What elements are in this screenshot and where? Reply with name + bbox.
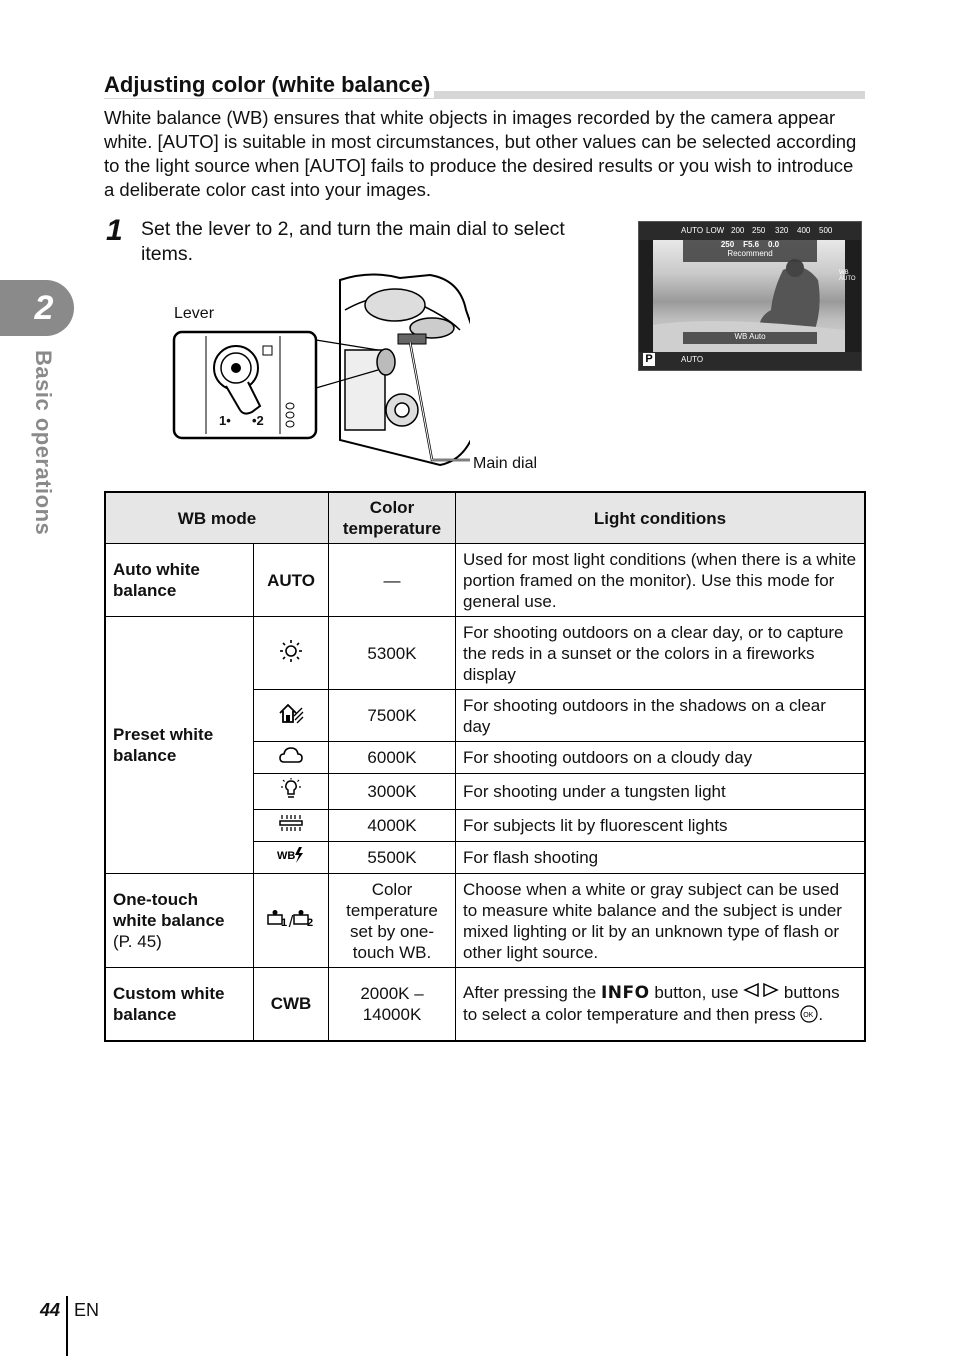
screen-mode: P <box>643 353 655 366</box>
light-fluorescent: For subjects lit by fluorescent lights <box>456 810 866 842</box>
lever-mark-2: •2 <box>252 413 264 428</box>
temp-flash: 5500K <box>329 842 456 874</box>
camera-monitor-screen <box>638 221 862 371</box>
temp-onetouch: Color temperature set by one-touch WB. <box>329 874 456 968</box>
tungsten-icon <box>254 774 329 810</box>
svg-text:1: 1 <box>280 917 287 927</box>
light-cloudy: For shooting outdoors on a cloudy day <box>456 742 866 774</box>
lever-mark-1: 1• <box>219 413 231 428</box>
table-row <box>105 874 865 968</box>
onetouch-1-icon <box>267 909 289 927</box>
screen-val-200: 200 <box>731 226 745 235</box>
header-wb-mode: WB mode <box>105 492 329 544</box>
symbol-custom: CWB <box>254 968 329 1041</box>
temp-custom: 2000K – 14000K <box>329 968 456 1041</box>
info-button-label: INFO <box>600 983 650 1004</box>
svg-text:2: 2 <box>307 917 314 927</box>
screen-wb-auto-top: AUTO <box>681 226 704 235</box>
temp-fluorescent: 4000K <box>329 810 456 842</box>
screen-wb-auto-right: WB AUTO <box>839 270 856 282</box>
mode-onetouch <box>105 874 254 968</box>
main-dial-label: Main dial <box>473 455 538 472</box>
screen-val-400: 400 <box>797 226 811 235</box>
table-row <box>105 968 865 1041</box>
mode-auto: Auto white balance <box>105 544 254 617</box>
temp-cloudy: 6000K <box>329 742 456 774</box>
screen-bottom-auto: AUTO <box>681 355 704 364</box>
flash-wb-icon <box>254 842 329 874</box>
page-number: 44 <box>40 1300 61 1320</box>
screen-val-500: 500 <box>819 226 833 235</box>
sun-icon <box>254 617 329 690</box>
footer-divider <box>66 1296 68 1356</box>
mode-onetouch-label: One-touch white balance <box>113 890 225 930</box>
intro-paragraph: White balance (WB) ensures that white objects in images recorded by the camera appear white. [AUTO] is suitable in most circumstances, but other values can be selected according to the light source when [AUTO] fails to produce the desired results or you wish to introduce a deliberate color cast into your images. <box>104 107 857 200</box>
wb-mode-table <box>104 491 866 1042</box>
chapter-tab <box>0 280 74 336</box>
temp-tungsten: 3000K <box>329 774 456 810</box>
cloud-icon <box>254 742 329 774</box>
symbol-auto: AUTO <box>254 544 329 617</box>
step-text: Set the lever to 2, and turn the main dial to select items. <box>141 218 565 265</box>
screen-bottom-bar <box>639 352 861 371</box>
screen-recommend-box <box>683 240 817 262</box>
section-heading: Adjusting color (white balance) <box>104 72 434 98</box>
light-onetouch: Choose when a white or gray subject can be used to measure white balance and the subject is under mixed lighting or lit by an unknown type of flash or other light source. <box>456 874 866 968</box>
shade-icon <box>254 690 329 742</box>
screen-exposure: 250 F5.6 0.0 <box>720 240 780 249</box>
screen-low: LOW <box>706 226 725 235</box>
svg-text:WB: WB <box>277 850 296 862</box>
screen-recommend: Recommend <box>727 249 773 258</box>
mode-custom: Custom white balance <box>105 968 254 1041</box>
table-row <box>105 617 865 690</box>
mode-preset: Preset white balance <box>105 617 254 874</box>
temp-daylight: 5300K <box>329 617 456 690</box>
custom-text-mid: button, use <box>649 983 744 1003</box>
custom-text-post: buttons to select a color temperature and then press <box>463 983 840 1025</box>
lever-label: Lever <box>174 305 215 322</box>
onetouch-page-ref: (P. 45) <box>113 932 162 951</box>
temp-shade: 7500K <box>329 690 456 742</box>
camera-illustration <box>170 270 470 470</box>
light-daylight: For shooting outdoors on a clear day, or to capture the reds in a sunset or the colors in a fireworks display <box>456 617 866 690</box>
onetouch-symbols <box>254 874 329 968</box>
light-shade: For shooting outdoors in the shadows on a clear day <box>456 690 866 742</box>
header-color-temp: Color temperature <box>329 492 456 544</box>
chapter-label: Basic operations <box>31 350 56 536</box>
custom-text-end: . <box>818 1005 824 1025</box>
header-light-conditions: Light conditions <box>456 492 866 544</box>
left-right-arrows-icon <box>743 982 779 998</box>
screen-wb-auto-box: WB Auto <box>683 332 817 344</box>
light-tungsten: For shooting under a tungsten light <box>456 774 866 810</box>
screen-val-250: 250 <box>752 226 766 235</box>
chapter-number: 2 <box>34 288 54 327</box>
onetouch-2-icon <box>293 909 315 927</box>
light-flash: For flash shooting <box>456 842 866 874</box>
onetouch-separator: / <box>288 912 294 931</box>
language-code: EN <box>74 1300 100 1320</box>
fluorescent-icon <box>254 810 329 842</box>
custom-text-pre: After pressing the <box>463 983 601 1003</box>
temp-auto: — <box>329 544 456 617</box>
table-row <box>105 544 865 617</box>
svg-text:OK: OK <box>803 1012 814 1020</box>
screen-val-320: 320 <box>775 226 789 235</box>
table-header-row <box>105 492 865 544</box>
ok-button-icon <box>800 1005 818 1023</box>
light-custom <box>456 968 866 1041</box>
step-number: 1 <box>106 214 123 247</box>
light-auto: Used for most light conditions (when there is a white portion framed on the monitor). Use this mode for general use. <box>456 544 866 617</box>
